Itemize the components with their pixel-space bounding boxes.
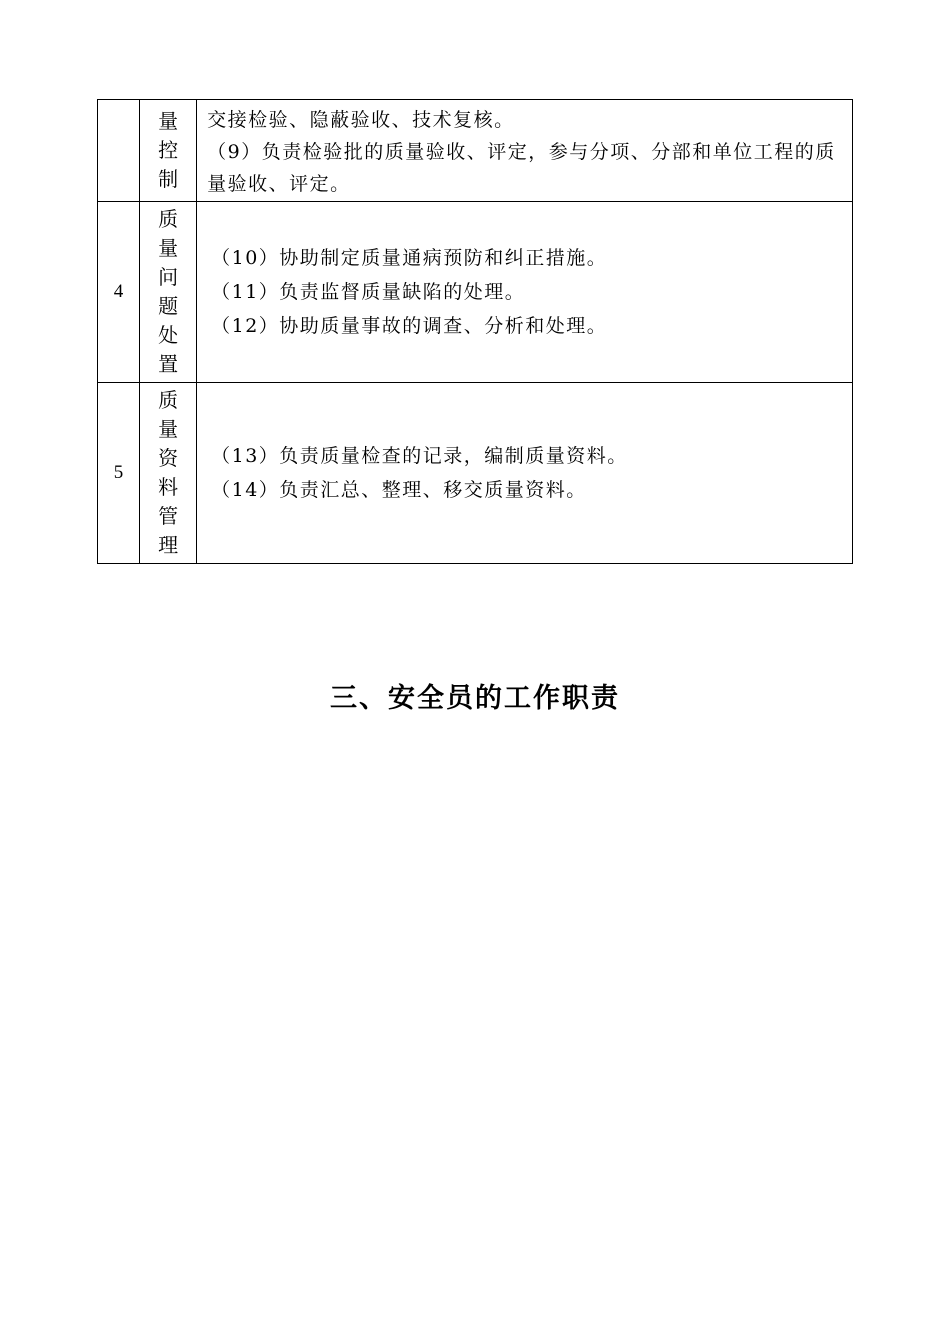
row-number: 4	[98, 202, 140, 383]
duty-line: （14）负责汇总、整理、移交质量资料。	[211, 479, 587, 501]
category-char: 控	[158, 138, 179, 162]
category-char: 置	[158, 352, 179, 376]
category-char: 资	[158, 446, 179, 470]
category-char: 质	[158, 207, 179, 231]
category-char: 料	[158, 475, 179, 499]
category-char: 质	[158, 388, 179, 412]
category-cell	[140, 202, 197, 383]
duty-line: （12）协助质量事故的调查、分析和处理。	[211, 315, 608, 337]
category-char: 制	[158, 167, 179, 191]
row-number	[98, 100, 140, 202]
description-cell	[197, 383, 853, 564]
table-row	[98, 383, 853, 564]
category-char: 题	[158, 294, 179, 318]
description-cell	[197, 202, 853, 383]
row-number: 5	[98, 383, 140, 564]
section-heading: 三、安全员的工作职责	[330, 683, 620, 714]
table-row	[98, 100, 853, 202]
category-cell	[140, 100, 197, 202]
category-char: 理	[158, 533, 179, 557]
category-char: 处	[158, 323, 179, 347]
category-char: 管	[158, 504, 179, 528]
table-row	[98, 202, 853, 383]
duty-line: 交接检验、隐蔽验收、技术复核。	[207, 109, 515, 131]
duty-line: （11）负责监督质量缺陷的处理。	[211, 281, 526, 303]
duty-line: （13）负责质量检查的记录，编制质量资料。	[211, 445, 628, 467]
category-char: 量	[158, 236, 179, 260]
category-char: 量	[158, 417, 179, 441]
duty-line: （10）协助制定质量通病预防和纠正措施。	[211, 247, 608, 269]
description-cell	[197, 100, 853, 202]
category-char: 问	[158, 265, 179, 289]
duties-table	[97, 99, 853, 564]
category-char: 量	[158, 109, 179, 133]
category-cell	[140, 383, 197, 564]
duty-line: （9）负责检验批的质量验收、评定，参与分项、分部和单位工程的质量验收、评定。	[207, 141, 836, 195]
